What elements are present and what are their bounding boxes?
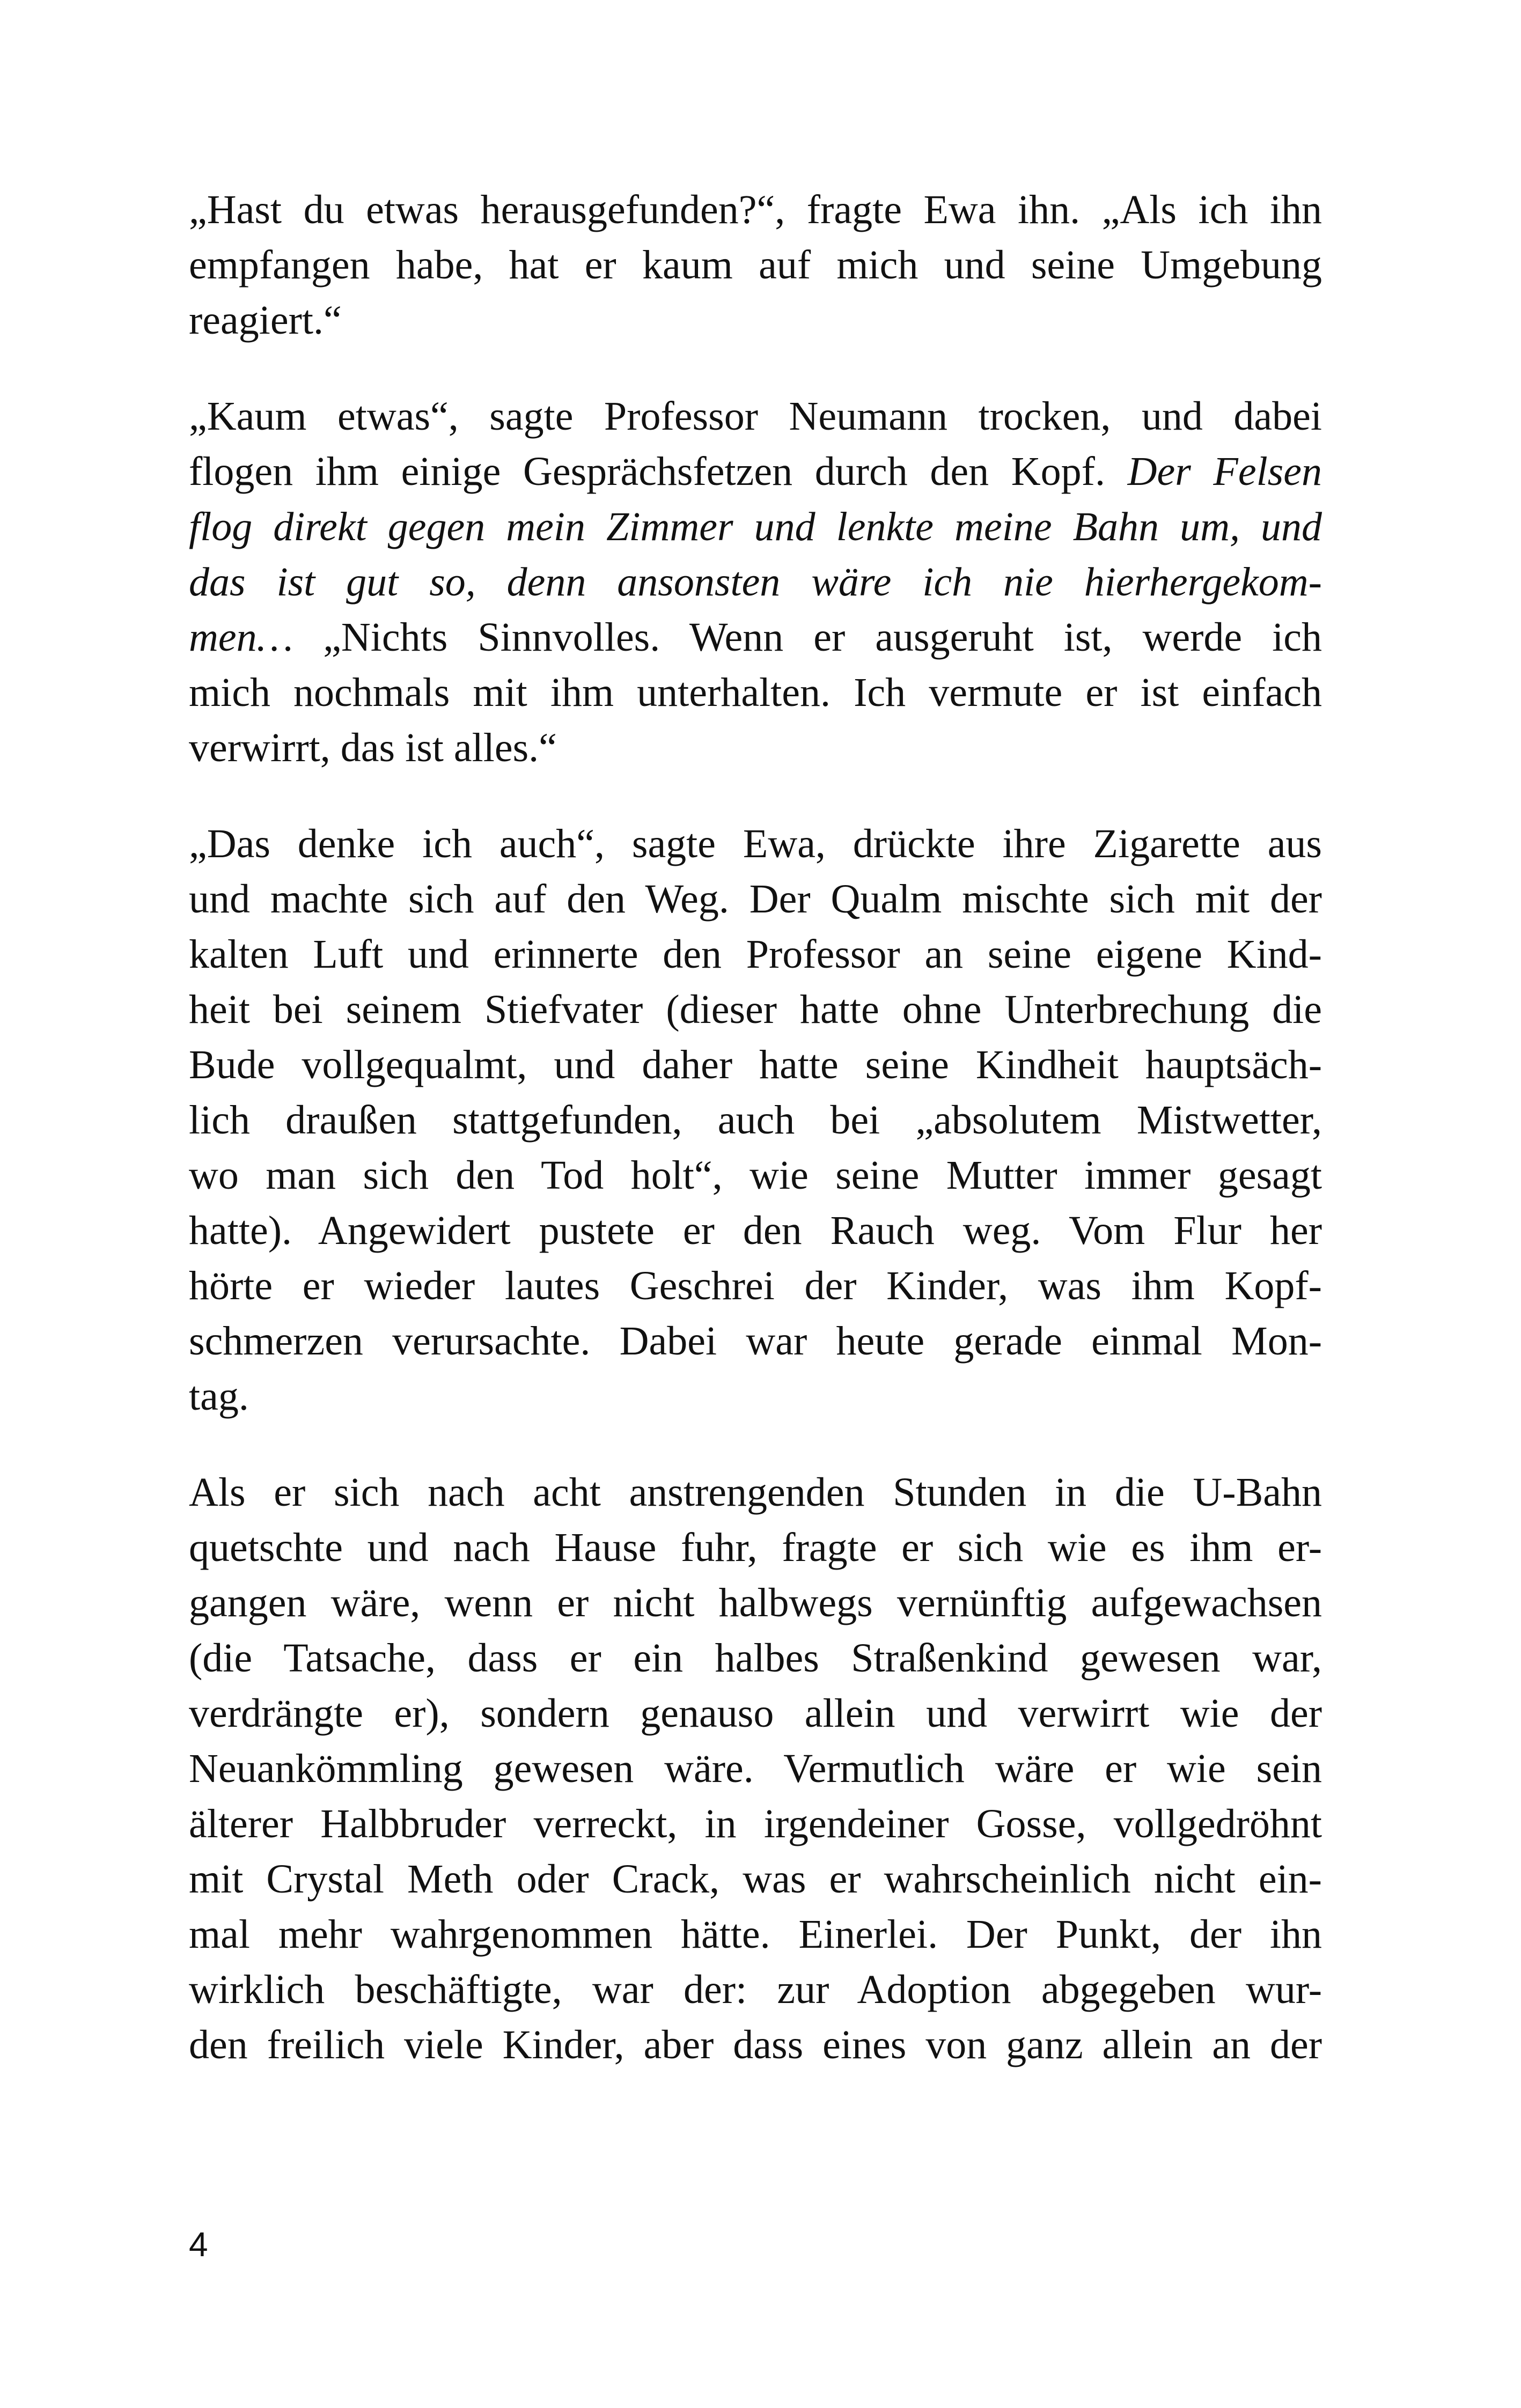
text-run: schmerzen verursachte. Dabei war heute gerade einmal Mon- (189, 1319, 1322, 1364)
text-run: verdrängte er), sondern genauso allein und verwirrt wie der (189, 1691, 1322, 1736)
text-run: Bude vollgequalmt, und daher hatte seine Kindheit hauptsäch- (189, 1042, 1322, 1087)
text-run: „Hast du etwas herausgefunden?“, fragte Ewa ihn. „Als ich ihn (189, 187, 1322, 232)
italic-text: Der Felsen (1127, 449, 1322, 494)
paragraph (189, 1465, 1322, 2073)
text-run: (die Tatsache, dass er ein halbes Straßenkind gewesen war, (189, 1636, 1322, 1681)
text-run: Als er sich nach acht anstrengenden Stunden in die U-Bahn (189, 1470, 1322, 1515)
text-run: mal mehr wahrgenommen hätte. Einerlei. Der Punkt, der ihn (189, 1912, 1322, 1957)
text-line (189, 1314, 1322, 1369)
paragraph (189, 816, 1322, 1424)
text-run: heit bei seinem Stiefvater (dieser hatte ohne Unterbrechung die (189, 987, 1322, 1032)
text-run: lich draußen stattgefunden, auch bei „absolutem Mistwetter, (189, 1098, 1322, 1143)
text-run: hörte er wieder lautes Geschrei der Kinder, was ihm Kopf- (189, 1263, 1322, 1308)
text-line (189, 444, 1322, 499)
text-line (189, 1796, 1322, 1852)
paragraph (189, 182, 1322, 348)
body-text (189, 182, 1322, 2114)
text-line (189, 2017, 1322, 2073)
text-line (189, 389, 1322, 444)
text-run: empfangen habe, hat er kaum auf mich und seine Umgebung (189, 242, 1322, 288)
text-run: tag. (189, 1374, 249, 1419)
text-line (189, 1203, 1322, 1258)
text-line (189, 1148, 1322, 1203)
text-line (189, 1093, 1322, 1148)
text-line (189, 1037, 1322, 1093)
text-line (189, 1575, 1322, 1631)
text-run: den freilich viele Kinder, aber dass eines von ganz allein an der (189, 2022, 1322, 2067)
text-run: und machte sich auf den Weg. Der Qualm mischte sich mit der (189, 877, 1322, 922)
text-line (189, 1907, 1322, 1962)
text-run: kalten Luft und erinnerte den Professor an seine eigene Kind- (189, 932, 1322, 977)
text-line (189, 982, 1322, 1037)
italic-text: men… (189, 615, 293, 660)
text-line (189, 1852, 1322, 1907)
text-line (189, 927, 1322, 982)
text-run: gangen wäre, wenn er nicht halbwegs vernünftig aufgewachsen (189, 1580, 1322, 1625)
text-line (189, 1741, 1322, 1796)
text-line (189, 238, 1322, 293)
text-line (189, 555, 1322, 610)
text-run: „Das denke ich auch“, sagte Ewa, drückte ihre Zigarette aus (189, 821, 1322, 866)
text-line (189, 182, 1322, 238)
text-line (189, 293, 1322, 348)
text-run: hatte). Angewidert pustete er den Rauch weg. Vom Flur her (189, 1208, 1322, 1253)
text-line (189, 1686, 1322, 1741)
text-line (189, 1369, 1322, 1424)
text-line (189, 499, 1322, 555)
text-run: flogen ihm einige Gesprächsfetzen durch den Kopf. (189, 449, 1128, 494)
text-line (189, 665, 1322, 720)
text-line (189, 872, 1322, 927)
text-run: quetschte und nach Hause fuhr, fragte er sich wie es ihm er- (189, 1525, 1322, 1570)
text-run: mich nochmals mit ihm unterhalten. Ich vermute er ist einfach (189, 670, 1322, 715)
text-run: „Nichts Sinnvolles. Wenn er ausgeruht ist, werde ich (293, 615, 1322, 660)
page-number: 4 (189, 2225, 208, 2264)
text-line (189, 1465, 1322, 1520)
text-line (189, 1520, 1322, 1575)
text-line (189, 610, 1322, 665)
text-run: mit Crystal Meth oder Crack, was er wahrscheinlich nicht ein- (189, 1857, 1322, 1902)
text-line (189, 720, 1322, 776)
text-run: verwirrt, das ist alles.“ (189, 725, 557, 770)
text-run: wirklich beschäftigte, war der: zur Adoption abgegeben wur- (189, 1967, 1322, 2012)
text-run: wo man sich den Tod holt“, wie seine Mutter immer gesagt (189, 1153, 1322, 1198)
text-run: „Kaum etwas“, sagte Professor Neumann trocken, und dabei (189, 394, 1322, 439)
italic-text: das ist gut so, denn ansonsten wäre ich nie hierhergekom- (189, 559, 1322, 605)
text-run: Neuankömmling gewesen wäre. Vermutlich wäre er wie sein (189, 1746, 1322, 1791)
text-line (189, 1631, 1322, 1686)
text-line (189, 1258, 1322, 1314)
italic-text: flog direkt gegen mein Zimmer und lenkte meine Bahn um, und (189, 504, 1322, 549)
text-line (189, 1962, 1322, 2017)
text-line (189, 816, 1322, 872)
text-run: reagiert.“ (189, 298, 342, 343)
text-run: älterer Halbbruder verreckt, in irgendeiner Gosse, vollgedröhnt (189, 1801, 1322, 1846)
paragraph (189, 389, 1322, 776)
